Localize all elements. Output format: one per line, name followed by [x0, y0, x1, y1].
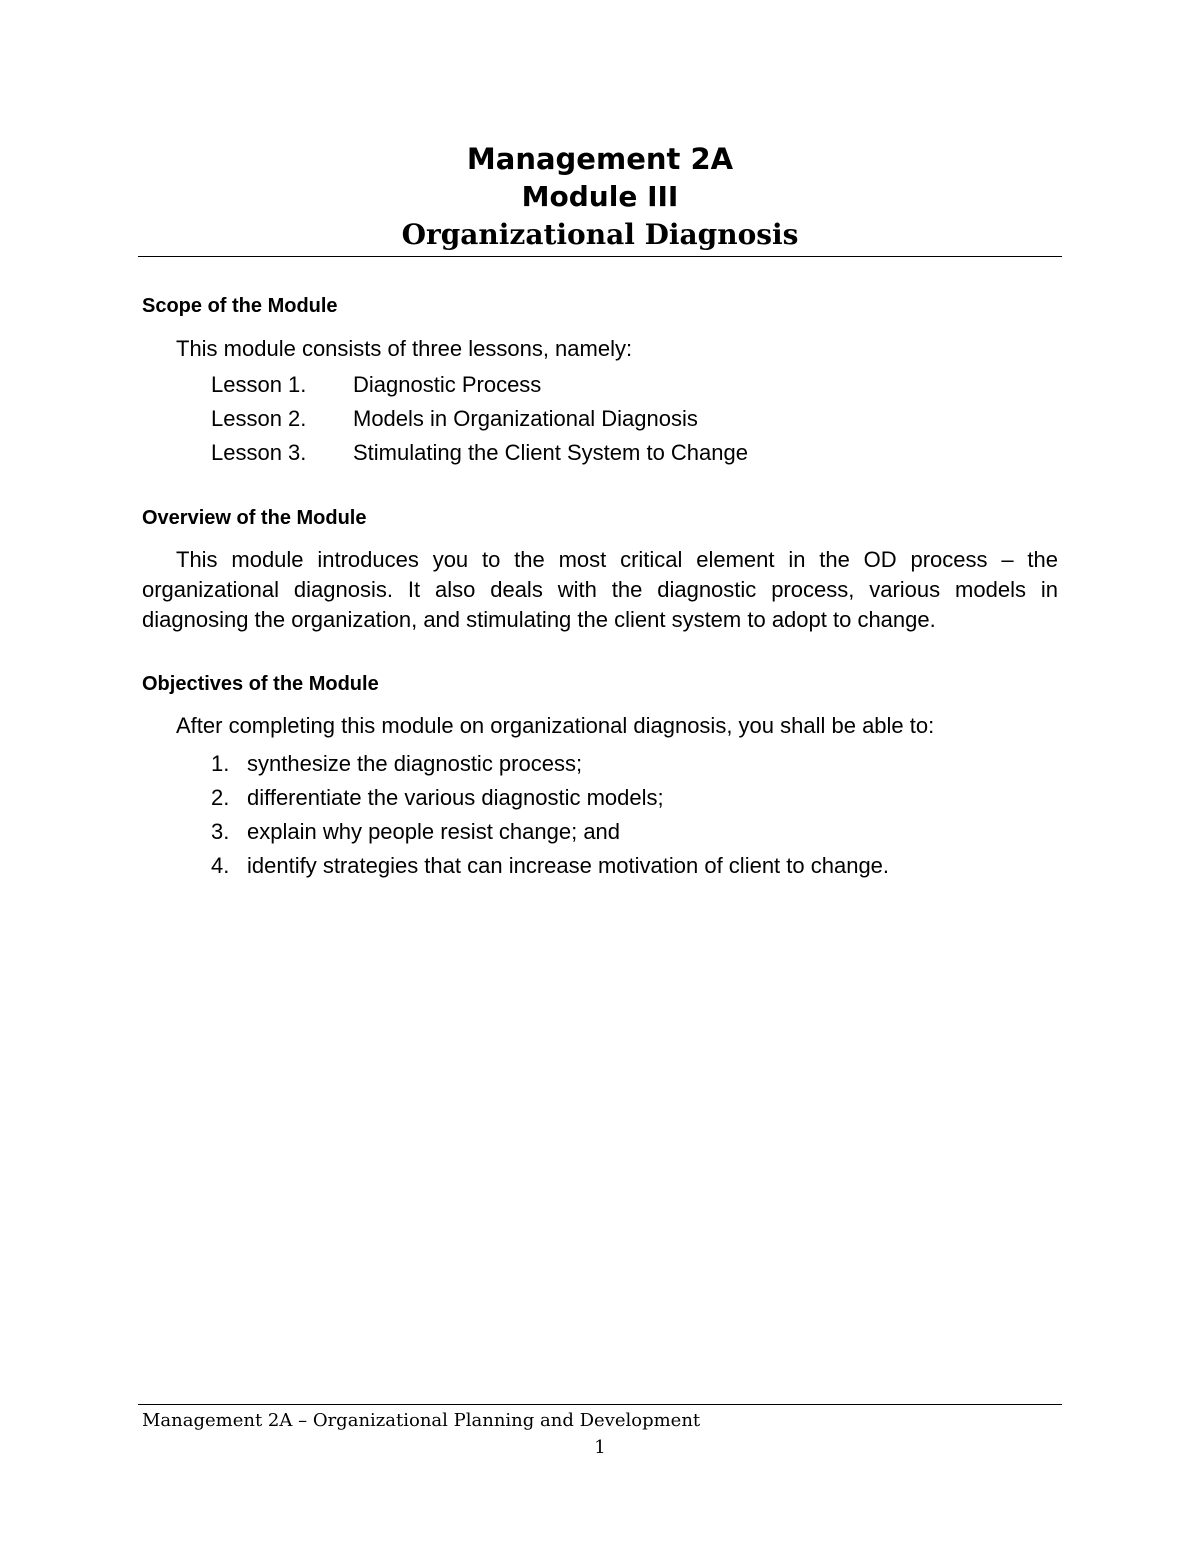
module-title: Module III	[521, 180, 679, 213]
scope-heading: Scope of the Module	[142, 295, 338, 317]
title-divider	[138, 256, 1062, 257]
title-block	[140, 140, 1060, 254]
footer-course-title: Management 2A – Organizational Planning and Development	[142, 1410, 701, 1431]
overview-paragraph: This module introduces you to the most critical element in the OD process – the organizational diagnosis. It also deals with the diagnostic process, various models in diagnosing the organization, and stimulating the client system to adopt to change.	[142, 547, 1058, 632]
objective-text: explain why people resist change; and	[247, 819, 621, 844]
objectives-heading: Objectives of the Module	[142, 673, 379, 695]
objective-text: synthesize the diagnostic process;	[247, 751, 583, 776]
module-subject-title: Organizational Diagnosis	[401, 218, 799, 251]
footer-divider	[138, 1404, 1062, 1405]
lesson-title: Models in Organizational Diagnosis	[353, 406, 698, 431]
lesson-number: Lesson 3.	[211, 440, 307, 465]
overview-heading: Overview of the Module	[142, 507, 367, 529]
course-title: Management 2A	[466, 142, 734, 176]
objectives-intro: After completing this module on organizational diagnosis, you shall be able to:	[176, 713, 935, 738]
objective-number: 3.	[211, 819, 230, 844]
lesson-number: Lesson 1.	[211, 372, 307, 397]
objective-text: differentiate the various diagnostic models;	[247, 785, 664, 810]
scope-intro: This module consists of three lessons, namely:	[176, 336, 633, 361]
objective-number: 4.	[211, 853, 230, 878]
lesson-title: Diagnostic Process	[353, 372, 542, 397]
objective-number: 2.	[211, 785, 230, 810]
objective-text: identify strategies that can increase motivation of client to change.	[247, 853, 890, 878]
lesson-title: Stimulating the Client System to Change	[353, 440, 748, 465]
objective-number: 1.	[211, 751, 230, 776]
page-number: 1	[594, 1437, 606, 1458]
lesson-number: Lesson 2.	[211, 406, 307, 431]
